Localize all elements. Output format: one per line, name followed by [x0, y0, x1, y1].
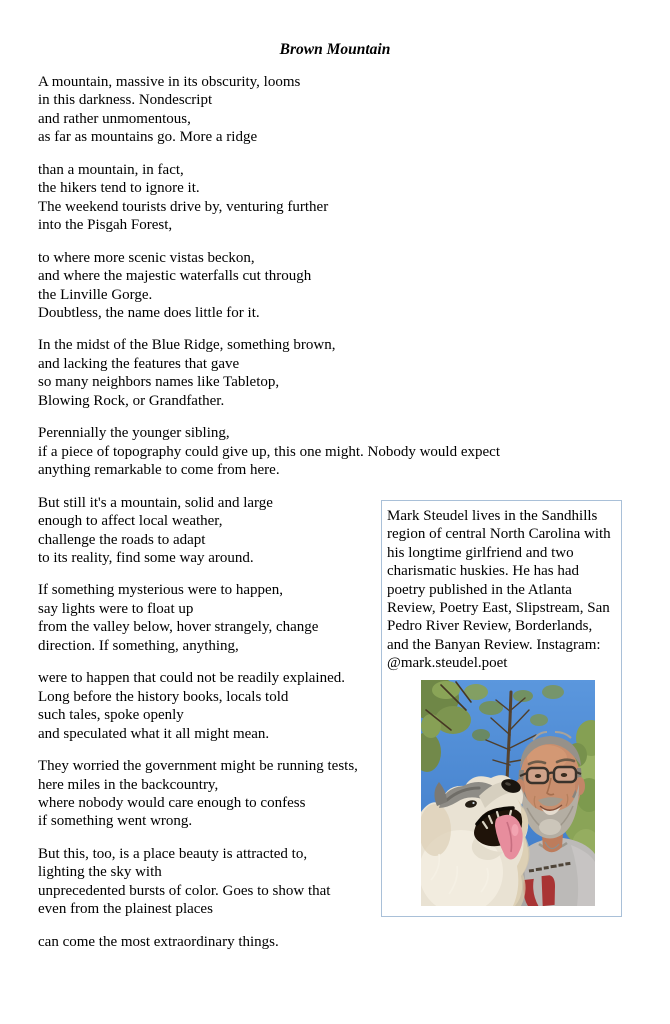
- poem-line: into the Pisgah Forest,: [38, 217, 173, 234]
- poem-line: A mountain, massive in its obscurity, looms: [38, 74, 301, 90]
- poem-line: anything remarkable to come from here.: [38, 462, 280, 479]
- poem-title: Brown Mountain: [279, 41, 391, 58]
- bio-line: region of central North Carolina with: [387, 526, 611, 543]
- poem-line: and speculated what it all might mean.: [38, 725, 270, 742]
- poem-line: from the valley below, hover strangely, change: [38, 619, 319, 636]
- poem-line: as far as mountains go. More a ridge: [38, 129, 258, 146]
- bio-line: poetry published in the Atlanta: [387, 581, 572, 598]
- poem-line: such tales, spoke openly: [38, 707, 184, 724]
- poem-line: The weekend tourists drive by, venturing further: [38, 198, 329, 215]
- poem-line: They worried the government might be running tests,: [38, 758, 358, 775]
- bio-line: Pedro River Review, Borderlands,: [387, 618, 593, 635]
- poem-line: to its reality, find some way around.: [38, 549, 254, 566]
- poem-line: Doubtless, the name does little for it.: [38, 304, 260, 321]
- poem-stanza: [38, 933, 638, 951]
- poem-line: Long before the history books, locals told: [38, 688, 289, 705]
- poem-line: But still it's a mountain, solid and large: [38, 494, 273, 511]
- poem-line: to where more scenic vistas beckon,: [38, 249, 255, 266]
- bio-line: charismatic huskies. He has had: [387, 563, 580, 580]
- poem-line: if something went wrong.: [38, 813, 193, 830]
- bio-line: Mark Steudel lives in the Sandhills: [387, 508, 598, 524]
- poem-line: challenge the roads to adapt: [38, 531, 206, 548]
- poem-line: than a mountain, in fact,: [38, 161, 184, 178]
- poem-line: and where the majestic waterfalls cut through: [38, 268, 312, 285]
- author-bio-text: [387, 507, 611, 673]
- poem-line: direction. If something, anything,: [38, 637, 239, 654]
- poem-line: can come the most extraordinary things.: [38, 933, 279, 950]
- poem-stanza: [38, 249, 638, 323]
- poem-line: say lights were to float up: [38, 600, 194, 617]
- poem-line: even from the plainest places: [38, 901, 213, 918]
- poem-line: But this, too, is a place beauty is attracted to,: [38, 845, 308, 862]
- poem-line: in this darkness. Nondescript: [38, 92, 213, 109]
- poem-line: Perennially the younger sibling,: [38, 425, 230, 442]
- poem-line: were to happen that could not be readily explained.: [38, 670, 345, 687]
- poem-line: In the midst of the Blue Ridge, something brown,: [38, 337, 336, 354]
- poem-line: and lacking the features that gave: [38, 355, 240, 372]
- poem-line: so many neighbors names like Tabletop,: [38, 374, 280, 391]
- poem-stanza: [38, 73, 638, 147]
- bio-line: and the Banyan Review. Instagram:: [387, 636, 601, 653]
- poem-line: the Linville Gorge.: [38, 286, 153, 303]
- author-bio-box: [381, 500, 622, 917]
- bio-line: his longtime girlfriend and two: [387, 544, 574, 561]
- poem-line: where nobody would care enough to confess: [38, 794, 306, 811]
- poem-line: and rather unmomentous,: [38, 110, 191, 127]
- poem-line: If something mysterious were to happen,: [38, 582, 283, 599]
- poem-line: the hikers tend to ignore it.: [38, 180, 200, 197]
- poem-stanza: [38, 424, 638, 479]
- bio-line: Review, Poetry East, Slipstream, San: [387, 600, 610, 617]
- poem-line: Blowing Rock, or Grandfather.: [38, 392, 225, 409]
- poem-line: here miles in the backcountry,: [38, 776, 219, 793]
- poem-line: enough to affect local weather,: [38, 513, 223, 530]
- author-photo: [421, 680, 595, 906]
- poem-stanza: [38, 336, 638, 410]
- poem-line: lighting the sky with: [38, 864, 162, 881]
- dog-figure: [421, 775, 530, 906]
- poem-line: if a piece of topography could give up, this one might. Nobody would expect: [38, 443, 500, 460]
- bio-line: @mark.steudel.poet: [387, 655, 508, 672]
- poem-line: unprecedented bursts of color. Goes to show that: [38, 882, 331, 899]
- poem-stanza: [38, 161, 638, 235]
